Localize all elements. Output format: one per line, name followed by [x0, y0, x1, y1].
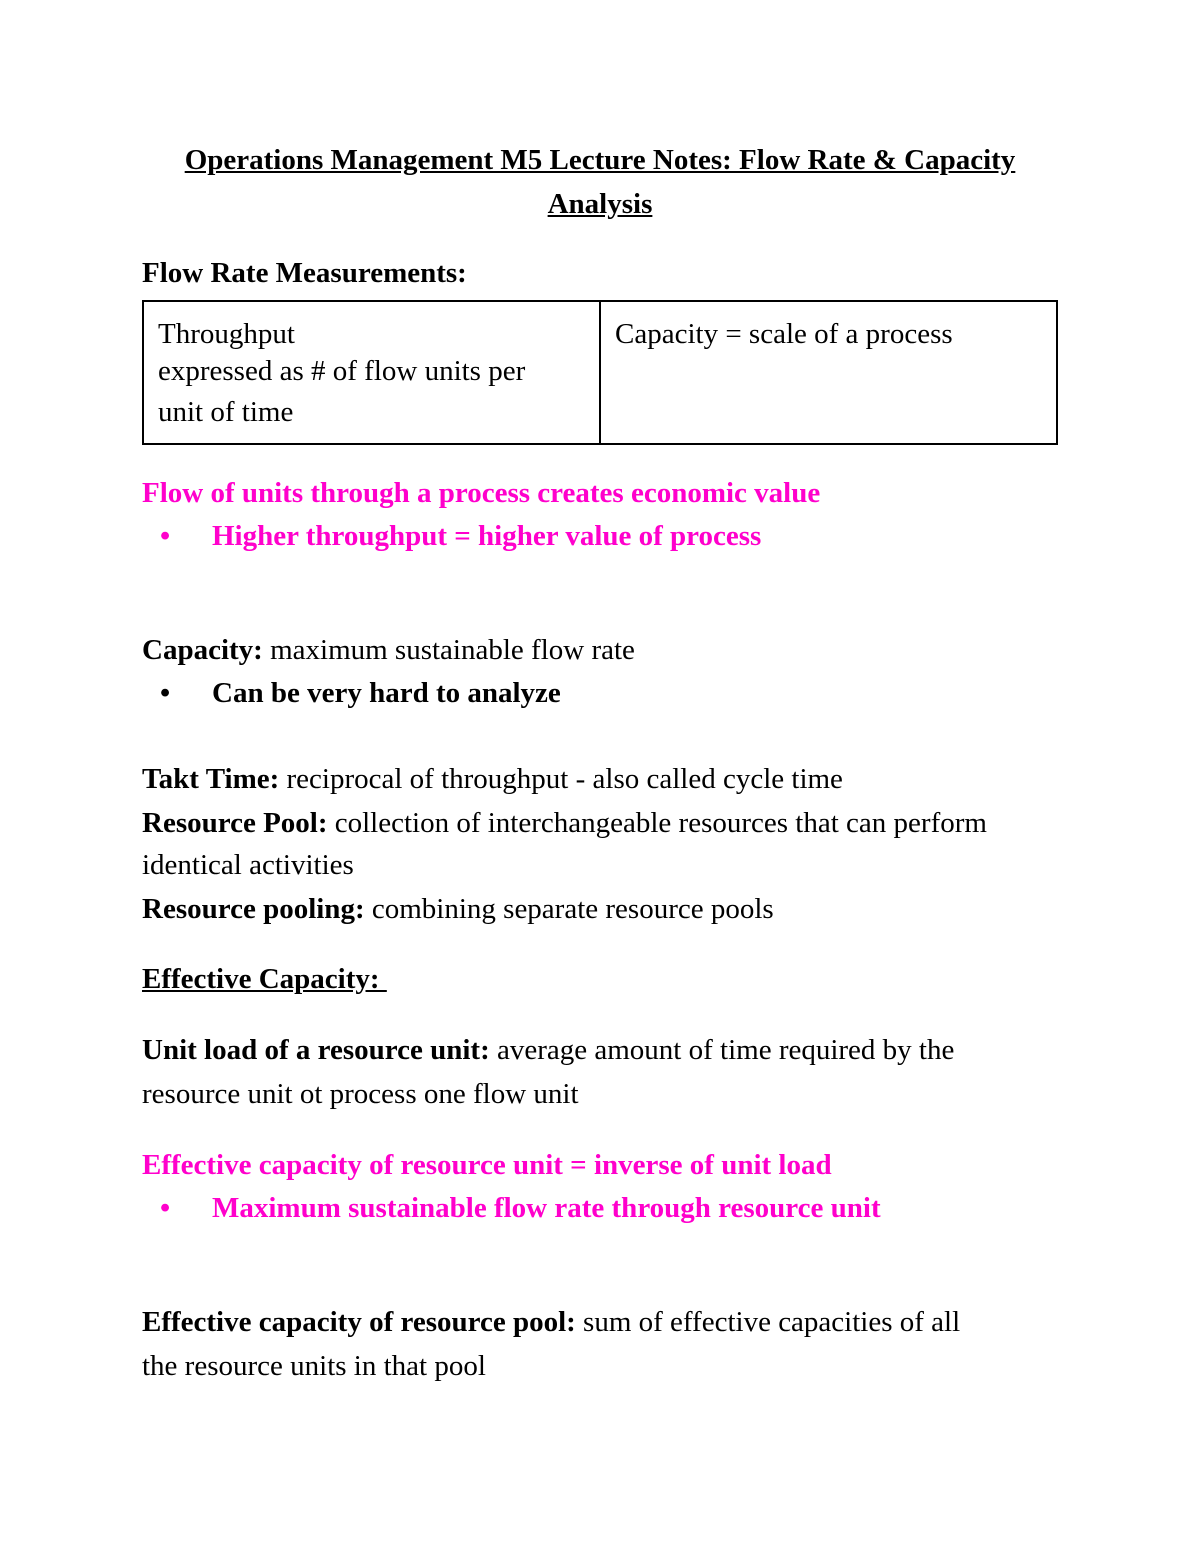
- resource-pool-definition-cont: identical activities: [142, 849, 354, 881]
- term-label: Resource pooling:: [142, 893, 365, 925]
- page-title: [142, 138, 1058, 226]
- title-line-1: Operations Management M5 Lecture Notes: Flow Rate & Capacity: [184, 144, 1016, 176]
- resource-pool-capacity-definition: [142, 1302, 960, 1342]
- term-definition: maximum sustainable flow rate: [262, 634, 635, 666]
- list-item-text: Higher throughput = higher value of process: [212, 520, 762, 552]
- economic-value-highlight: Flow of units through a process creates economic value: [142, 477, 821, 509]
- flow-rate-heading: Flow Rate Measurements:: [142, 257, 467, 289]
- term-label: Resource Pool:: [142, 807, 328, 839]
- inverse-unit-load-highlight: Effective capacity of resource unit = inverse of unit load: [142, 1149, 832, 1181]
- capacity-cell-text: Capacity = scale of a process: [615, 318, 953, 350]
- flow-rate-table: [142, 300, 1058, 445]
- throughput-cell: [143, 301, 600, 444]
- bullet-icon: •: [160, 1192, 171, 1224]
- term-label: Effective capacity of resource pool:: [142, 1306, 576, 1338]
- throughput-label: Throughput: [158, 318, 295, 350]
- table-row: [143, 301, 1057, 444]
- effective-capacity-heading: Effective Capacity:: [142, 963, 387, 995]
- term-definition: sum of effective capacities of all: [575, 1306, 961, 1338]
- throughput-desc-line-1: expressed as # of flow units per: [158, 355, 526, 387]
- resource-pool-definition: [142, 803, 987, 843]
- list-item: [160, 673, 561, 713]
- list-item-text: Maximum sustainable flow rate through resource unit: [212, 1192, 881, 1224]
- title-line-2: Analysis: [547, 188, 653, 220]
- bullet-icon: •: [160, 520, 171, 552]
- term-label: Takt Time:: [142, 763, 280, 795]
- takt-time-definition: [142, 759, 843, 799]
- capacity-cell: [600, 301, 1057, 444]
- list-item-text: Can be very hard to analyze: [212, 677, 561, 709]
- term-definition: average amount of time required by the: [489, 1034, 955, 1066]
- bullet-icon: •: [160, 677, 171, 709]
- list-item: [160, 1188, 881, 1228]
- term-definition: combining separate resource pools: [364, 893, 774, 925]
- term-definition: reciprocal of throughput - also called cycle time: [279, 763, 843, 795]
- list-item: [160, 516, 761, 556]
- unit-load-definition-cont: resource unit ot process one flow unit: [142, 1078, 579, 1110]
- term-label: Capacity:: [142, 634, 263, 666]
- term-label: Unit load of a resource unit:: [142, 1034, 490, 1066]
- resource-pooling-definition: [142, 889, 774, 929]
- resource-pool-capacity-definition-cont: the resource units in that pool: [142, 1350, 486, 1382]
- unit-load-definition: [142, 1030, 954, 1070]
- throughput-desc-line-2: unit of time: [158, 396, 294, 428]
- term-definition: collection of interchangeable resources that can perform: [327, 807, 987, 839]
- capacity-definition: [142, 630, 635, 670]
